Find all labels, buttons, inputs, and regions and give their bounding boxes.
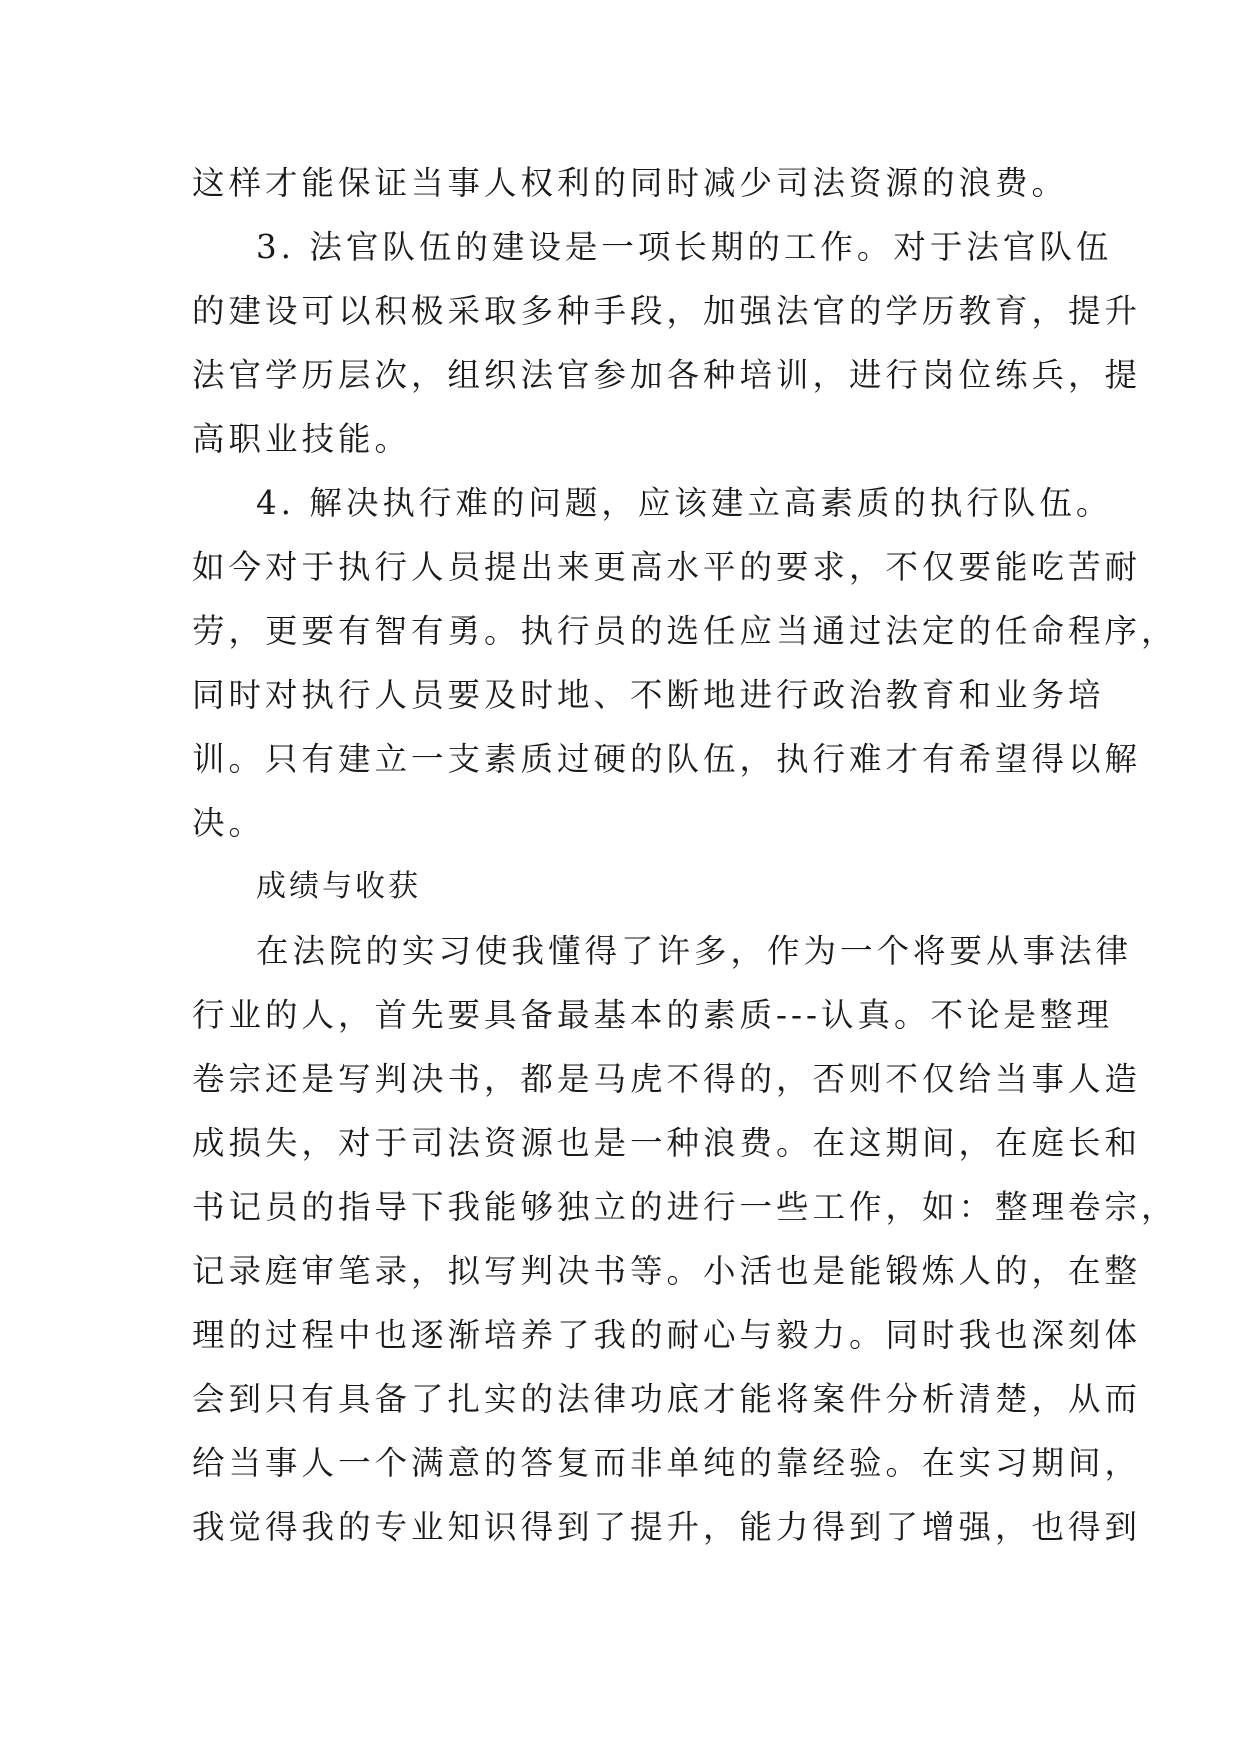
text-line: 如今对于执行人员提出来更高水平的要求，不仅要能吃苦耐 [192,548,1142,586]
text-line: 书记员的指导下我能够独立的进行一些工作，如：整理卷宗， [192,1188,1178,1226]
text-line: 会到只有具备了扎实的法律功底才能将案件分析清楚，从而 [192,1380,1142,1418]
text-line: 给当事人一个满意的答复而非单纯的靠经验。在实习期间， [192,1444,1142,1482]
text-line: 我觉得我的专业知识得到了提升，能力得到了增强，也得到 [192,1508,1142,1546]
text-line: 成损失，对于司法资源也是一种浪费。在这期间，在庭长和 [192,1124,1142,1162]
text-line: 理的过程中也逐渐培养了我的耐心与毅力。同时我也深刻体 [192,1316,1142,1354]
text-line: 训。只有建立一支素质过硬的队伍，执行难才有希望得以解 [192,740,1142,778]
section-heading: 成绩与收获 [256,869,421,904]
text-line: 记录庭审笔录，拟写判决书等。小活也是能锻炼人的，在整 [192,1252,1142,1290]
paragraph-first-line: 在法院的实习使我懂得了许多，作为一个将要从事法律 [256,932,1133,970]
text-line: 同时对执行人员要及时地、不断地进行政治教育和业务培 [192,676,1105,714]
text-line: 这样才能保证当事人权利的同时减少司法资源的浪费。 [192,164,1069,202]
text-line: 的建设可以积极采取多种手段，加强法官的学历教育，提升 [192,292,1142,330]
text-line: 高职业技能。 [192,420,412,458]
text-line: 劳，更要有智有勇。执行员的选任应当通过法定的任命程序， [192,612,1178,650]
list-item-3-line: 3. 法官队伍的建设是一项长期的工作。对于法官队伍 [256,228,1113,266]
list-item-4-line: 4. 解决执行难的问题，应该建立高素质的执行队伍。 [256,484,1113,522]
text-line: 行业的人，首先要具备最基本的素质---认真。不论是整理 [192,996,1113,1034]
text-line: 决。 [192,804,266,842]
text-line: 法官学历层次，组织法官参加各种培训，进行岗位练兵，提 [192,356,1142,394]
text-line: 卷宗还是写判决书，都是马虎不得的，否则不仅给当事人造 [192,1060,1142,1098]
